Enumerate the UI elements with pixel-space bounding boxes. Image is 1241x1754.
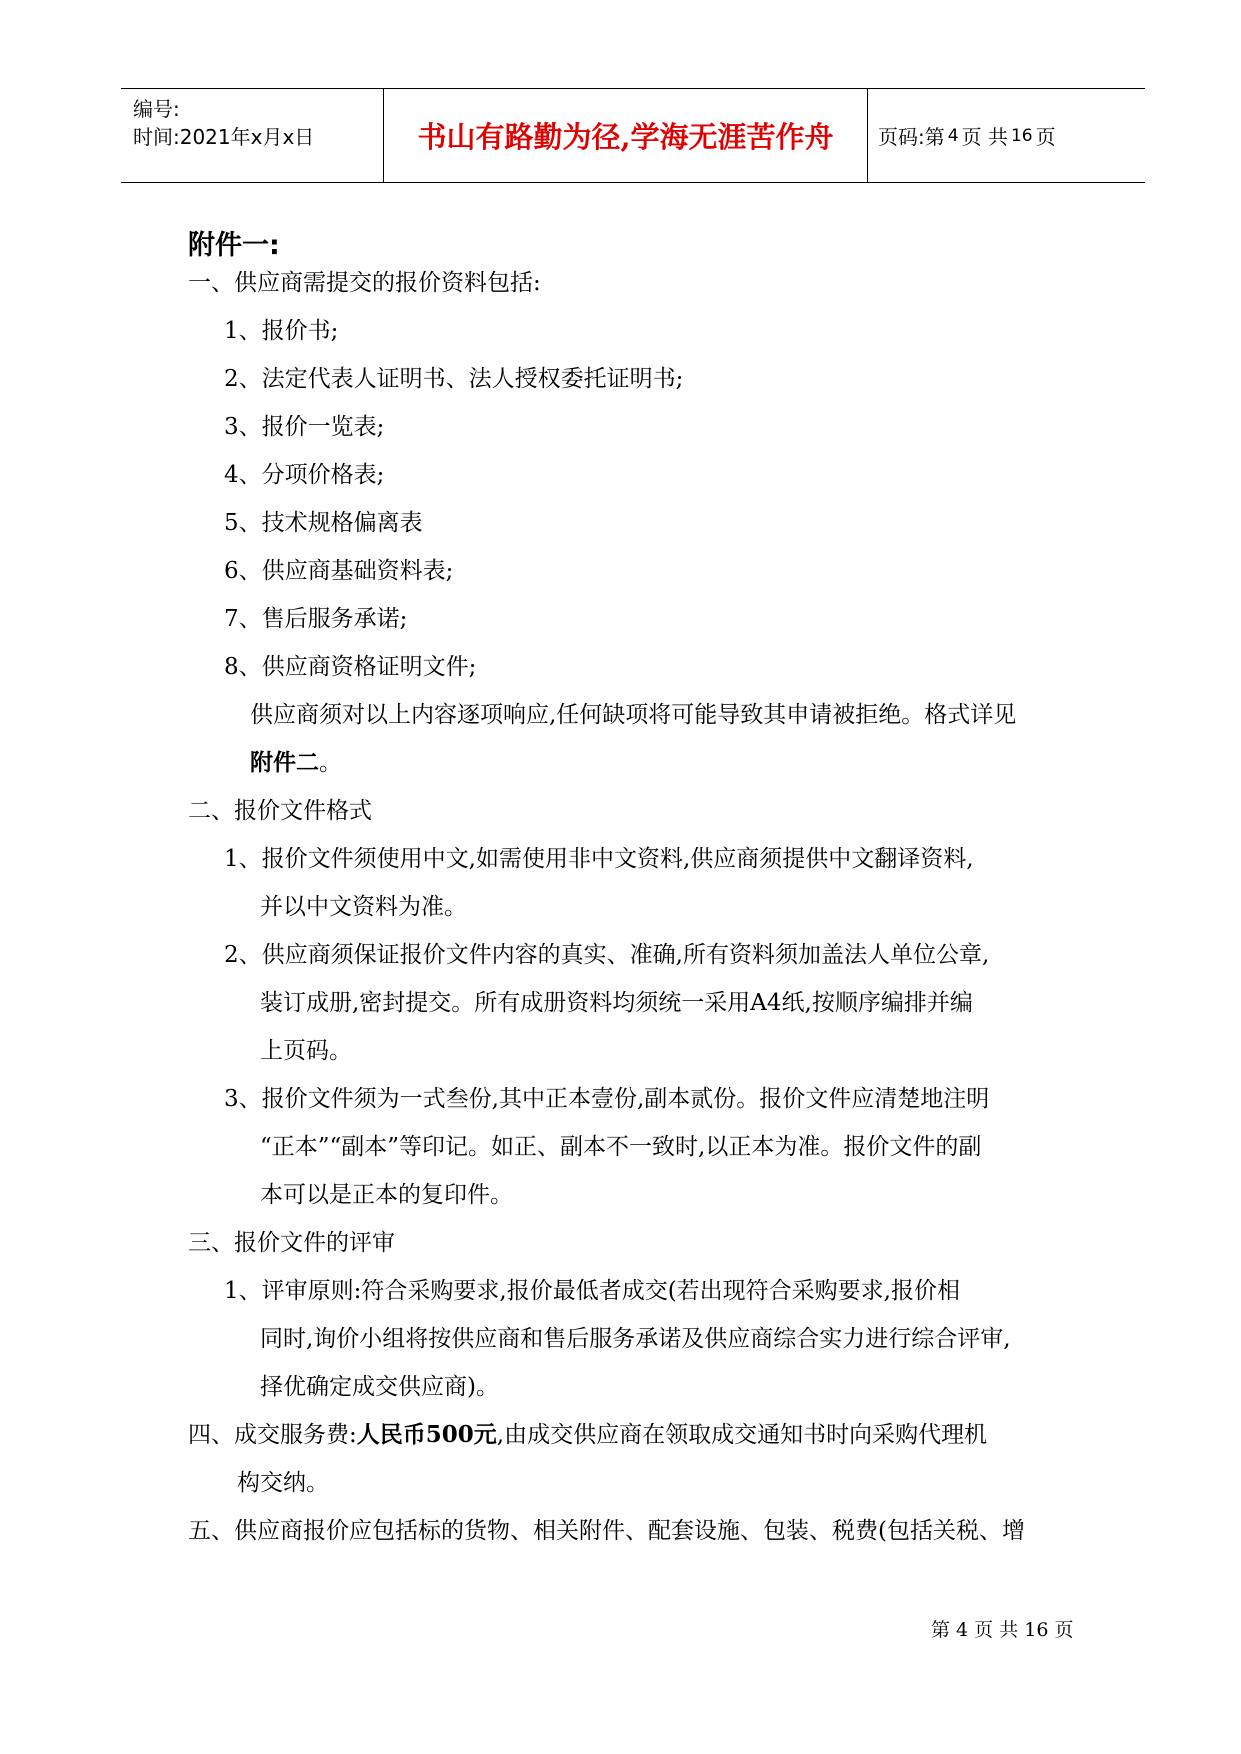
fee-amount: 人民币500元	[356, 1421, 497, 1448]
bold-reference: 附件二	[250, 749, 319, 776]
page-middle: 页 共	[961, 125, 1008, 149]
paragraph-end: 。	[319, 750, 342, 776]
section-heading: 三、报价文件的评审	[188, 1230, 395, 1256]
paragraph	[250, 748, 342, 778]
list-item: 1、评审原则:符合采购要求,报价最低者成交(若出现符合采购要求,报价相	[224, 1278, 960, 1304]
list-item-continuation: 同时,询价小组将按供应商和售后服务承诺及供应商综合实力进行综合评审,	[260, 1326, 1011, 1352]
list-item-continuation: 并以中文资料为准。	[260, 894, 467, 920]
list-item: 3、报价文件须为一式叁份,其中正本壹份,副本贰份。报价文件应清楚地注明	[224, 1086, 990, 1112]
list-item: 3、报价一览表;	[224, 414, 385, 440]
section-heading: 二、报价文件格式	[188, 798, 372, 824]
list-item-continuation: 择优确定成交供应商)。	[260, 1374, 499, 1400]
list-item: 1、报价书;	[224, 318, 339, 344]
page-prefix: 页码:第	[878, 125, 945, 149]
list-item-continuation: 装订成册,密封提交。所有成册资料均须统一采用A4纸,按顺序编排并编	[260, 990, 973, 1016]
list-item: 7、售后服务承诺;	[224, 606, 408, 632]
header-table	[121, 88, 1145, 183]
header-page-number	[878, 89, 1056, 182]
list-item: 1、报价文件须使用中文,如需使用非中文资料,供应商须提供中文翻译资料,	[224, 846, 974, 872]
page-current: 4	[947, 125, 959, 146]
list-item: 2、供应商须保证报价文件内容的真实、准确,所有资料须加盖法人单位公章,	[224, 942, 990, 968]
paragraph: 供应商须对以上内容逐项响应,任何缺项将可能导致其申请被拒绝。格式详见	[250, 702, 1017, 728]
list-item: 6、供应商基础资料表;	[224, 558, 454, 584]
list-item-continuation: 本可以是正本的复印件。	[260, 1182, 513, 1208]
fee-label: 四、成交服务费:	[188, 1422, 357, 1448]
section-heading	[188, 1420, 987, 1450]
list-item: 2、法定代表人证明书、法人授权委托证明书;	[224, 366, 684, 392]
paragraph-continuation: 构交纳。	[237, 1470, 329, 1496]
section-heading: 一、供应商需提交的报价资料包括:	[188, 270, 541, 296]
list-item: 5、技术规格偏离表	[224, 510, 423, 536]
footer-page-number: 第 4 页 共 16 页	[931, 1619, 1074, 1641]
page-total: 16	[1010, 125, 1033, 146]
serial-label: 编号:	[133, 97, 180, 121]
list-item: 4、分项价格表;	[224, 462, 385, 488]
list-item-continuation: “正本”“副本”等印记。如正、副本不一致时,以正本为准。报价文件的副	[260, 1134, 982, 1160]
list-item-continuation: 上页码。	[260, 1038, 352, 1064]
section-heading: 五、供应商报价应包括标的货物、相关附件、配套设施、包装、税费(包括关税、增	[188, 1518, 1025, 1544]
page-title: 附件一:	[188, 230, 280, 261]
time-label: 时间:2021年x月x日	[133, 125, 315, 149]
fee-text: ,由成交供应商在领取成交通知书时向采购代理机	[496, 1422, 988, 1448]
page-suffix: 页	[1035, 125, 1056, 149]
header-info	[133, 95, 314, 151]
header-divider	[867, 89, 868, 182]
header-motto: 书山有路勤为径,学海无涯苦作舟	[417, 120, 834, 154]
list-item: 8、供应商资格证明文件;	[224, 654, 477, 680]
